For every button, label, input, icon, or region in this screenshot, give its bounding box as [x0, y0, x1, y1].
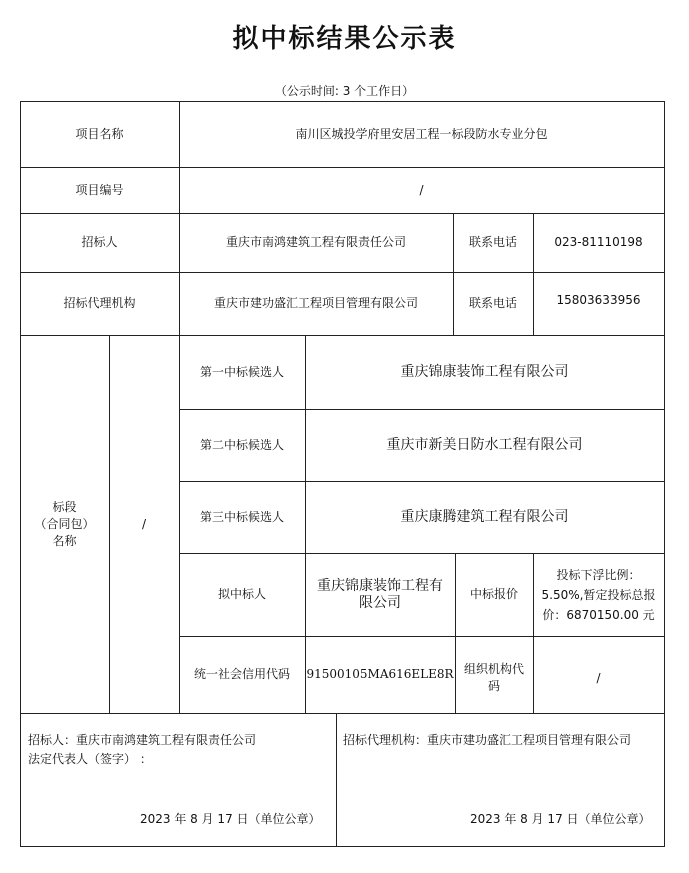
tenderer-label: 招标人 — [81, 235, 118, 249]
candidate-1-value: 重庆锦康装饰工程有限公司 — [400, 363, 569, 380]
project-name-label: 项目名称 — [75, 126, 124, 141]
candidate-1-label: 第一中标候选人 — [199, 364, 284, 379]
winner-label: 拟中标人 — [217, 587, 266, 601]
org-code-label: 组织机构代码 — [463, 662, 524, 693]
tenderer-value: 重庆市南鸿建筑工程有限责任公司 — [225, 235, 406, 249]
tenderer-phone: 023-81110198 — [554, 235, 643, 249]
credit-code-label: 统一社会信用代码 — [193, 667, 290, 681]
winner-value: 重庆锦康装饰工程有限公司 — [317, 577, 443, 611]
candidate-2-value: 重庆市新美日防水工程有限公司 — [386, 436, 583, 453]
org-code-value: / — [596, 670, 601, 685]
section-label-line2: （合同包） — [34, 516, 95, 531]
candidate-3-value: 重庆康腾建筑工程有限公司 — [400, 508, 569, 525]
page-title: 拟中标结果公示表 — [232, 24, 457, 54]
footer-agency: 招标代理机构：重庆市建功盛汇工程项目管理有限公司 — [343, 733, 632, 747]
section-name-label — [20, 335, 109, 713]
footer-left-date: 2023 年 8 月 17 日（单位公章） — [140, 812, 321, 826]
price-label: 中标报价 — [469, 587, 518, 601]
agency-phone: 15803633956 — [556, 292, 641, 307]
agency-value: 重庆市建功盛汇工程项目管理有限公司 — [213, 296, 418, 310]
publicity-period: （公示时间: 3 个工作日） — [274, 84, 415, 98]
section-name-value: / — [141, 516, 147, 531]
project-number-label: 项目编号 — [75, 182, 124, 197]
credit-code-value: 91500105MA616ELE8R — [306, 667, 454, 681]
footer-legal-rep: 法定代表人（签字） ： — [28, 752, 152, 766]
project-number-value: / — [419, 182, 424, 197]
candidate-3-label: 第三中标候选人 — [199, 509, 284, 524]
candidate-2-label: 第二中标候选人 — [199, 437, 284, 452]
footer-tenderer: 招标人：重庆市南鸿建筑工程有限责任公司 — [28, 733, 257, 747]
footer-right-date: 2023 年 8 月 17 日（单位公章） — [470, 812, 651, 826]
project-name-value: 南川区城投学府里安居工程一标段防水专业分包 — [295, 126, 548, 141]
section-label-line1: 标段 — [52, 499, 77, 514]
agency-phone-label: 联系电话 — [468, 296, 517, 310]
tenderer-phone-label: 联系电话 — [468, 235, 517, 249]
price-value: 投标下浮比例：5.50%,暂定投标总报价：6870150.00 元 — [541, 567, 656, 622]
section-label-line3: 名称 — [52, 533, 77, 548]
agency-label: 招标代理机构 — [63, 296, 136, 310]
